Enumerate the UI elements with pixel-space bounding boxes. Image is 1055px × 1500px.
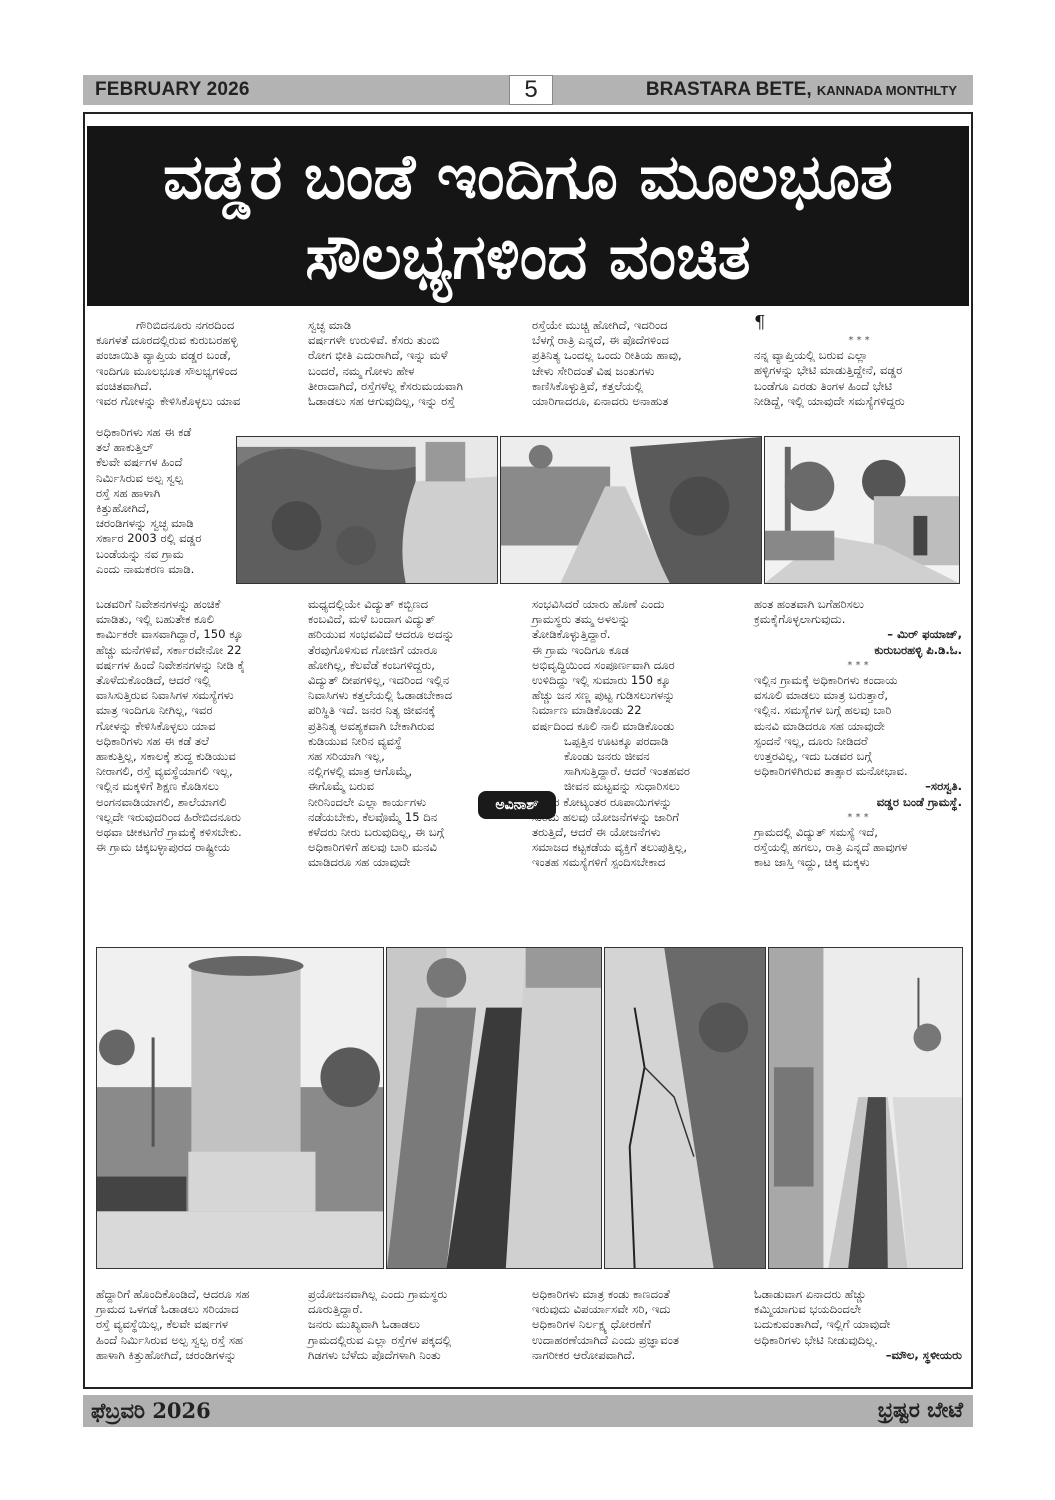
publication-title: BRASTARA BETE, xyxy=(645,79,812,100)
bottom-column-4 xyxy=(754,1287,962,1363)
publication-subtitle: KANNADA MONTHLTY xyxy=(816,83,957,98)
column-3-middle xyxy=(532,597,747,871)
quote-attribution-name: – ಮಿರ್ ಫಯಾಜ್, xyxy=(887,627,962,642)
pilcrow-mark: ¶ xyxy=(754,312,766,333)
cracked-road-photo xyxy=(604,947,766,1269)
article-text: ಪ್ರಯೋಜನವಾಗಿಲ್ಲ ಎಂದು ಗ್ರಾಮಸ್ಥರು ದೂರುತ್ತಿದ್ದಾರೆ. ಜನರು ಮುಖ್ಯವಾಗಿ ಓಡಾಡಲು ಗ್ರಾಮದಲ್ಲಿರುವ ಎಲ್ಲಾ ರಸ್ತೆಗಳ ಪಕ್ಕದಲ್ಲಿ ಗಿಡಗಳು ಬೆಳೆದು ಪೊದೆಗಳಾಗಿ ನಿಂತು xyxy=(308,1287,452,1362)
narrow-path-photo xyxy=(500,436,762,584)
section-separator: * * * xyxy=(847,659,869,671)
quote-attribution-name: –ಸರಸ್ವತಿ. xyxy=(925,779,962,794)
column-4-middle xyxy=(754,597,962,871)
article-text: ಹಂತ ಹಂತವಾಗಿ ಬಗೆಹರಿಸಲು ಕ್ರಮಕೈಗೊಳ್ಳಲಾಗುವುದು. xyxy=(754,597,864,627)
article-text: ಓಡಾಡುವಾಗ ಏನಾದರು ಹೆಚ್ಚು ಕಮ್ಮಿಯಾಗುವ ಭಯದಿಂದಲೇ ಬದುಕುವಂತಾಗಿದೆ, ಇಲ್ಲಿಗೆ ಯಾವುದೇ ಅಧಿಕಾರಿಗಳು ಭೇಟಿ ನೀಡುವುದಿಲ್ಲ. xyxy=(754,1287,891,1347)
page-number: 5 xyxy=(509,75,553,105)
article-text: ಸರ್ಕಾರ ಕೋಟ್ಯಂತರ ರೂಪಾಯಿಗಳನ್ನು ಸುರಿದು ಹಲವು ಯೋಜನೆಗಳನ್ನು ಜಾರಿಗೆ ತರುತ್ತಿದೆ, ಆದರೆ ಈ ಯೋಜನೆಗಳು ಸಮಾಜದ ಕಟ್ಟಕಡೆಯ ವ್ಯಕ್ತಿಗೆ ತಲುಪುತ್ತಿಲ್ಲ, ಇಂತಹ ಸಮಸ್ಯೆಗಳಿಗೆ ಸ್ಪಂದಿಸಬೇಕಾದ xyxy=(532,794,688,870)
clogged-drain-photo xyxy=(768,947,963,1269)
publication-name xyxy=(646,79,957,101)
lead-paragraph-start: ಗೌರಿಬಿದನೂರು ನಗರದಿಂದ xyxy=(136,318,235,332)
water-tank-photo xyxy=(96,947,384,1269)
article-text: ಅಧಿಕಾರಿಗಳು ಸಹ ಈ ಕಡೆ ತಲೆ ಹಾಕುತ್ತಿಲ್ ಕೆಲವೇ ವರ್ಷಗಳ ಹಿಂದೆ ನಿರ್ಮಿಸಿರುವ ಅಲ್ಪ ಸ್ವಲ್ಪ ರಸ್ತೆ ಸಹ ಹಾಳಾಗಿ ಕಿತ್ತುಹೋಗಿದೆ, ಚರಂಡಿಗಳನ್ನು ಸ್ವಚ್ಛ ಮಾಡಿ ಸರ್ಕಾರ 2003 ರಲ್ಲಿ ವಡ್ಡರ ಬಂಡೆಯನ್ನು ನವ ಗ್ರಾಮ ಎಂದು ನಾಮಕರಣ ಮಾಡಿ. xyxy=(96,425,202,576)
article-text: ಇಲ್ಲಿನ ಗ್ರಾಮಕ್ಕೆ ಅಧಿಕಾರಿಗಳು ಕಂದಾಯ ವಸೂಲಿ ಮಾಡಲು ಮಾತ್ರ ಬರುತ್ತಾರೆ, ಇಲ್ಲಿನ. ಸಮಸ್ಯೆಗಳ ಬಗ್ಗೆ ಹಲವು ಬಾರಿ ಮನವಿ ಮಾಡಿದರೂ ಸಹ ಯಾವುದೇ ಸ್ಪಂದನೆ ಇಲ್ಲ, ದೂರು ನೀಡಿದರೆ ಉತ್ತರವಿಲ್ಲ, ಇದು ಬಡವರ ಬಗ್ಗೆ ಅಧಿಕಾರಿಗಳಿಗಿರುವ ತಾತ್ಸಾರ ಮನೋಭಾವ. xyxy=(754,673,908,779)
overgrown-road-photo xyxy=(236,436,498,584)
column-1-top xyxy=(96,318,296,409)
header-date: FEBRUARY 2026 xyxy=(95,79,250,100)
drain-channel-photo xyxy=(386,947,602,1269)
article-text: ಹೆದ್ದಾರಿಗೆ ಹೊಂದಿಕೊಂಡಿದೆ, ಆದರೂ ಸಹ ಗ್ರಾಮದ ಒಳಗಡೆ ಓಡಾಡಲು ಸರಿಯಾದ ರಸ್ತೆ ವ್ಯವಸ್ಥೆಯಿಲ್ಲ, ಕೆಲವೇ ವರ್ಷಗಳ ಹಿಂದೆ ನಿರ್ಮಿಸಿರುವ ಅಲ್ಪ ಸ್ವಲ್ಪ ರಸ್ತೆ ಸಹ ಹಾಳಾಗಿ ಕಿತ್ತುಹೋಗಿದೆ, ಚರಂಡಿಗಳನ್ನು xyxy=(96,1287,250,1362)
article-text: ರಸ್ತೆಯೇ ಮುಚ್ಚಿ ಹೋಗಿದೆ, ಇದರಿಂದ ಬೆಳಗ್ಗೆ ರಾತ್ರಿ ಎನ್ನದೆ, ಈ ಪೊದೆಗಳಿಂದ ಪ್ರತಿನಿತ್ಯ ಒಂದಲ್ಲ ಒಂದು ರೀತಿಯ ಹಾವು, ಚೇಳು ಸೇರಿದಂತೆ ವಿಷ ಜಂತುಗಳು ಕಾಣಿಸಿಕೊಳ್ಳುತ್ತಿವೆ, ಕತ್ತಲೆಯಲ್ಲಿ ಯಾರಿಗಾದರೂ, ಏನಾದರು ಅನಾಹುತ xyxy=(532,318,682,409)
column-1-narrow xyxy=(96,425,236,577)
street-houses-photo xyxy=(764,436,960,584)
bottom-column-2 xyxy=(308,1287,523,1363)
footer-publication: ಭ್ರಷ್ಟರ ಬೇಟೆ xyxy=(877,1398,963,1422)
quote-attribution-role: ವಡ್ಡರ ಬಂಡೆ ಗ್ರಾಮಸ್ಥೆ. xyxy=(876,794,962,809)
article-text: ಅಧಿಕಾರಿಗಳು ಮಾತ್ರ ಕಂಡು ಕಾಣದಂತೆ ಇರುವುದು ವಿಪರ್ಯಾಸವೇ ಸರಿ, ಇದು ಅಧಿಕಾರಿಗಳ ನಿರ್ಲಕ್ಷ್ಯ ಧೋರಣೆಗೆ ಉದಾಹರಣೆಯಾಗಿದೆ ಎಂದು ಪ್ರಜ್ಞಾವಂತ ನಾಗರೀಕರ ಆರೋಪವಾಗಿದೆ. xyxy=(532,1287,680,1362)
article-text: ಬಡವರಿಗೆ ನಿವೇಶನಗಳನ್ನು ಹಂಚಿಕೆ ಮಾಡಿತು, ಇಲ್ಲಿ ಬಹುತೇಕ ಕೂಲಿ ಕಾರ್ಮಿಕರೇ ವಾಸವಾಗಿದ್ದಾರೆ, 150 ಕ್ಕೂ ಹೆಚ್ಚು ಮನೆಗಳಿವೆ, ಸರ್ಕಾರವೇನೋ 22 ವರ್ಷಗಳ ಹಿಂದೆ ನಿವೇಶನಗಳನ್ನು ನೀಡಿ ಕೈ ತೊಳೆದುಕೊಂಡಿದೆ, ಆದರೆ ಇಲ್ಲಿ ವಾಸಿಸುತ್ತಿರುವ ನಿವಾಸಿಗಳ ಸಮಸ್ಯೆಗಳು ಮಾತ್ರ ಇಂದಿಗೂ ನೀಗಿಲ್ಲ, ಇವರ ಗೋಳನ್ನು ಕೇಳಿಸಿಕೊಳ್ಳಲು ಯಾವ ಅಧಿಕಾರಿಗಳು ಸಹ ಈ ಕಡೆ ತಲೆ ಹಾಕುತ್ತಿಲ್ಲ, ಸಕಾಲಕ್ಕೆ ಶುದ್ಧ ಕುಡಿಯುವ ನೀರಾಗಲಿ, ರಸ್ತೆ ವ್ಯವಸ್ಥೆಯಾಗಲಿ ಇಲ್ಲ, ಇಲ್ಲಿನ ಮಕ್ಕಳಿಗೆ ಶಿಕ್ಷಣ ಕೊಡಿಸಲು ಅಂಗನವಾಡಿಯಾಗಲಿ, ಶಾಲೆಯಾಗಲಿ ಇಲ್ಲದೇ ಇರುವುದರಿಂದ ಹಿರೇಬಿದನೂರು ಅಥವಾ ಚೀಕಟಗೆರೆ ಗ್ರಾಮಕ್ಕೆ ಕಳಿಸಬೇಕು. ಈ ಗ್ರಾಮ ಚಿಕ್ಕಬಳ್ಳಾಪುರದ ರಾಷ್ಟ್ರೀಯ xyxy=(96,597,246,855)
bottom-column-3 xyxy=(532,1287,747,1363)
quote-attribution-name: –ಮೌಲ, ಸ್ಥಳೀಯರು xyxy=(885,1347,962,1362)
footer-date: ಫೆಬ್ರವರಿ 2026 xyxy=(91,1398,211,1423)
article-text: ಮಧ್ಯದಲ್ಲಿಯೇ ವಿದ್ಯುತ್ ಕಬ್ಬಿಣದ ಕಂಬವಿದೆ, ಮಳೆ ಬಂದಾಗ ವಿದ್ಯುತ್ ಹರಿಯುವ ಸಂಭವವಿದೆ ಆದರೂ ಅದನ್ನು ತೆರವುಗೊಳಿಸುವ ಗೋಜಿಗೆ ಯಾರೂ ಹೋಗಿಲ್ಲ, ಕೆಲವೆಡೆ ಕಂಬಗಳಿದ್ದರು, ವಿದ್ಯುತ್ ದೀಪಗಳಿಲ್ಲ, ಇದರಿಂದ ಇಲ್ಲಿನ ನಿವಾಸಿಗಳು ಕತ್ತಲೆಯಲ್ಲಿ ಓಡಾಡಬೇಕಾದ ಪರಿಸ್ಥಿತಿ ಇದೆ. ಜನರ ನಿತ್ಯ ಜೀವನಕ್ಕೆ ಪ್ರತಿನಿತ್ಯ ಅವಶ್ಯಕವಾಗಿ ಬೇಕಾಗಿರುವ ಕುಡಿಯುವ ನೀರಿನ ವ್ಯವಸ್ಥೆ ಸಹ ಸರಿಯಾಗಿ ಇಲ್ಲ, ನಲ್ಲಿಗಳಲ್ಲಿ ಮಾತ್ರ ಆಗೊಮ್ಮೆ, ಈಗೊಮ್ಮೆ ಬರುವ ನೀರಿನಿಂದಲೇ ಎಲ್ಲಾ ಕಾರ್ಯಗಳು ನಡೆಯಬೇಕು, ಕೆಲವೊಮ್ಮೆ 15 ದಿನ ಕಳೆದರು ನೀರು ಬರುವುದಿಲ್ಲ, ಈ ಬಗ್ಗೆ ಅಧಿಕಾರಿಗಳಿಗೆ ಹಲವು ಬಾರಿ ಮನವಿ ಮಾಡಿದರೂ ಸಹ ಯಾವುದೇ xyxy=(308,597,455,870)
article-text: ಗ್ರಾಮದಲ್ಲಿ ವಿದ್ಯುತ್ ಸಮಸ್ಯೆ ಇದೆ, ರಸ್ತೆಯಲ್ಲಿ ಹಗಲು, ರಾತ್ರಿ ಎನ್ನದೆ ಹಾವುಗಳ ಕಾಟ ಜಾಸ್ತಿ ಇದ್ದು, ಚಿಕ್ಕ ಮಕ್ಕಳು xyxy=(754,825,908,870)
column-2-middle xyxy=(308,597,523,871)
page-header xyxy=(83,75,973,105)
article-text: ನನ್ನ ವ್ಯಾಪ್ತಿಯಲ್ಲಿ ಬರುವ ಎಲ್ಲಾ ಹಳ್ಳಿಗಳನ್ನು ಭೇಟಿ ಮಾಡುತ್ತಿದ್ದೇನೆ, ವಡ್ಡರ ಬಂಡೆಗೂ ಎರಡು ತಿಂಗಳ ಹಿಂದೆ ಭೇಟಿ ನೀಡಿದ್ದೆ, ಇಲ್ಲಿ ಯಾವುದೇ ಸಮಸ್ಯೆಗಳಿದ್ದರು xyxy=(754,348,905,408)
column-2-top xyxy=(308,318,523,409)
article-text: ಸ್ವಚ್ಛ ಮಾಡಿ ವರ್ಷಗಳೇ ಉರುಳಿವೆ. ಕೆಸರು ತುಂಬಿ ರೋಗ ಭೀತಿ ಎದುರಾಗಿದೆ, ಇನ್ನು ಮಳೆ ಬಂದರೆ, ನಮ್ಮ ಗೋಳು ಹೇಳ ತೀರಾದಾಗಿದೆ, ರಸ್ತೆಗಳೆಲ್ಲ ಕೆಸರುಮಯವಾಗಿ ಓಡಾಡಲು ಸಹ ಆಗುವುದಿಲ್ಲ, ಇನ್ನು ರಸ್ತೆ xyxy=(308,318,463,409)
column-4-top xyxy=(754,312,964,409)
article-text: ಒಪ್ಪತ್ತಿನ ಊಟಕ್ಕೂ ಪರದಾಡಿ ಕೊಂಡು ಜನರು ಜೀವನ ಸಾಗಿಸುತ್ತಿದ್ದಾರೆ. ಆದರೆ ಇಂತಹವರ ಜೀವನ ಮಟ್ಟವನ್ನು ಸುಧಾರಿಸಲು xyxy=(564,733,691,794)
page-footer xyxy=(83,1395,973,1427)
headline-banner xyxy=(87,126,969,306)
bottom-column-1 xyxy=(96,1287,296,1363)
column-1-middle xyxy=(96,597,306,855)
quote-attribution-role: ಕುರುಬರಹಳ್ಳಿ ಪಿ.ಡಿ.ಓ. xyxy=(874,642,962,657)
section-separator: * * * xyxy=(847,811,869,823)
article-text: ಸಂಭವಿಸಿದರೆ ಯಾರು ಹೊಣೆ ಎಂದು ಗ್ರಾಮಸ್ಥರು ತಮ್ಮ ಅಳಲನ್ನು ತೋಡಿಕೊಳ್ಳುತ್ತಿದ್ದಾರೆ. ಈ ಗ್ರಾಮ ಇಂದಿಗೂ ಕೂಡ ಅಭಿವೃದ್ಧಿಯಿಂದ ಸಂಪೂರ್ಣವಾಗಿ ದೂರ ಉಳಿದಿದ್ದು ಇಲ್ಲಿ ಸುಮಾರು 150 ಕ್ಕೂ ಹೆಚ್ಚು ಜನ ಸಣ್ಣ ಪುಟ್ಟ ಗುಡಿಸಲುಗಳನ್ನು ನಿರ್ಮಾಣ ಮಾಡಿಕೊಂಡು 22 ವರ್ಷದಿಂದ ಕೂಲಿ ನಾಲಿ ಮಾಡಿಕೊಂಡು xyxy=(532,597,675,733)
headline-line-2: ಸೌಲಭ್ಯಗಳಿಂದ ವಂಚಿತ xyxy=(305,220,751,293)
section-separator: * * * xyxy=(848,335,870,346)
headline-line-1: ವಡ್ಡರ ಬಂಡೆ ಇಂದಿಗೂ ಮೂಲಭೂತ xyxy=(163,140,893,213)
article-text: ಕೂಗಳತೆ ದೂರದಲ್ಲಿರುವ ಕುರುಬರಹಳ್ಳಿ ಪಂಚಾಯಿತಿ ವ್ಯಾಪ್ತಿಯ ವಡ್ಡರ ಬಂಡೆ, ಇಂದಿಗೂ ಮೂಲಭೂತ ಸೌಲಭ್ಯಗಳಿಂದ ವಂಚಿತವಾಗಿದೆ. ಇವರ ಗೋಳನ್ನು ಕೇಳಿಸಿಕೊಳ್ಳಲು ಯಾವ xyxy=(96,333,241,409)
column-3-top xyxy=(532,318,747,409)
author-byline-badge: ಅವಿನಾಶ್ xyxy=(478,791,556,819)
